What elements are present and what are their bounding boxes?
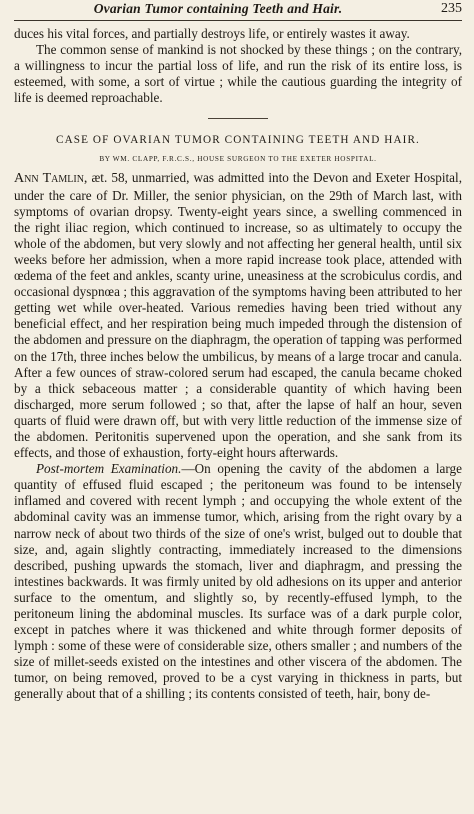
running-title: Ovarian Tumor containing Teeth and Hair. xyxy=(93,1,343,16)
article-paragraph-2 xyxy=(14,461,462,702)
article-paragraph-1-text: æt. 58, unmarried, was admitted into the Devon and Exeter Hospital, under the care of Dr. Miller, the senior physician, on the 29th of March last, with symptoms of ovarian dropsy. Twenty-eight years since, a swelling commenced in the right iliac region, which continued to increase, so as ultimately to occupy the whole of the abdomen, but very slowly and not affecting her general health, until six weeks before her admission, when a more rapid increase took place, attended with œdema of the feet and ankles, scanty urine, uneasiness at the scrobiculus cordis, and occasional dyspnœa ; this aggravation of the symptoms having been attributed to her getting wet while over-heated. Various remedies having been tried without any beneficial effect, and her respiration being much impeded through the distension of the abdomen and pressure on the diaphragm, the operation of tapping was performed on the 17th, three inches below the umbilicus, by means of a large trocar and canula. After a few ounces of straw-colored serum had escaped, the canula became choked by a thick sebaceous matter ; a considerable quantity of which having been discharged, more serum followed ; so that, after the lapse of half an hour, seven quarts of fluid were drawn off, but with very little reduction of the immense size of the abdomen. Peritonitis supervened upon the operation, and she sank from its effects, and those of exhaustion, forty-eight hours afterwards. xyxy=(14,170,462,461)
running-header xyxy=(14,0,462,21)
article-title: CASE OF OVARIAN TUMOR CONTAINING TEETH AND HAIR. xyxy=(56,134,420,147)
preceding-paragraph: The common sense of mankind is not shocked by these things ; on the contrary, a willingness to incur the partial loss of life, and run the risk of its entire loss, is esteemed, with some, a sort of virtue ; while the cautious guarding the integrity of life is deemed reproachable. xyxy=(14,42,462,106)
page-number: 235 xyxy=(441,1,462,16)
post-mortem-heading: Post-mortem Examination. xyxy=(36,461,182,477)
patient-name: Ann Tamlin, xyxy=(14,171,88,187)
preceding-paragraph-continued: duces his vital forces, and partially destroys life, or entirely wastes it away. xyxy=(14,26,410,41)
article-paragraph-1 xyxy=(14,170,462,461)
section-divider xyxy=(208,118,268,119)
article-paragraph-2-text: —On opening the cavity of the abdomen a large quantity of effused fluid escaped ; the peritoneum was found to be intensely inflamed and covered with recent lymph ; and occupying the whole extent of the abdominal cavity was an immense tumor, which, arising from the right ovary by a narrow neck of about two thirds of the size of one's wrist, bulged out to double that size, and, again slightly contracting, immediately increased to the dimensions described, pushing upwards the stomach, liver and diaphragm, and pressing the intestines backwards. It was firmly united by old adhesions on its upper and anterior surface to the omentum, and slightly so, by recently-effused lymph, to the peritoneum lining the abdominal muscles. Its surface was of a dark purple color, except in patches where it was thickened and white through former deposits of lymph : some of these were of considerable size, others smaller ; and numbers of the size of millet-seeds existed on the intestines and other viscera of the abdomen. The tumor, on being removed, proved to be a cyst varying in thickness in parts, but generally about that of a shilling ; its contents consisted of teeth, hair, bony de- xyxy=(14,461,462,702)
article-byline: BY WM. CLAPP, F.R.C.S., HOUSE SURGEON TO THE EXETER HOSPITAL. xyxy=(99,155,377,164)
